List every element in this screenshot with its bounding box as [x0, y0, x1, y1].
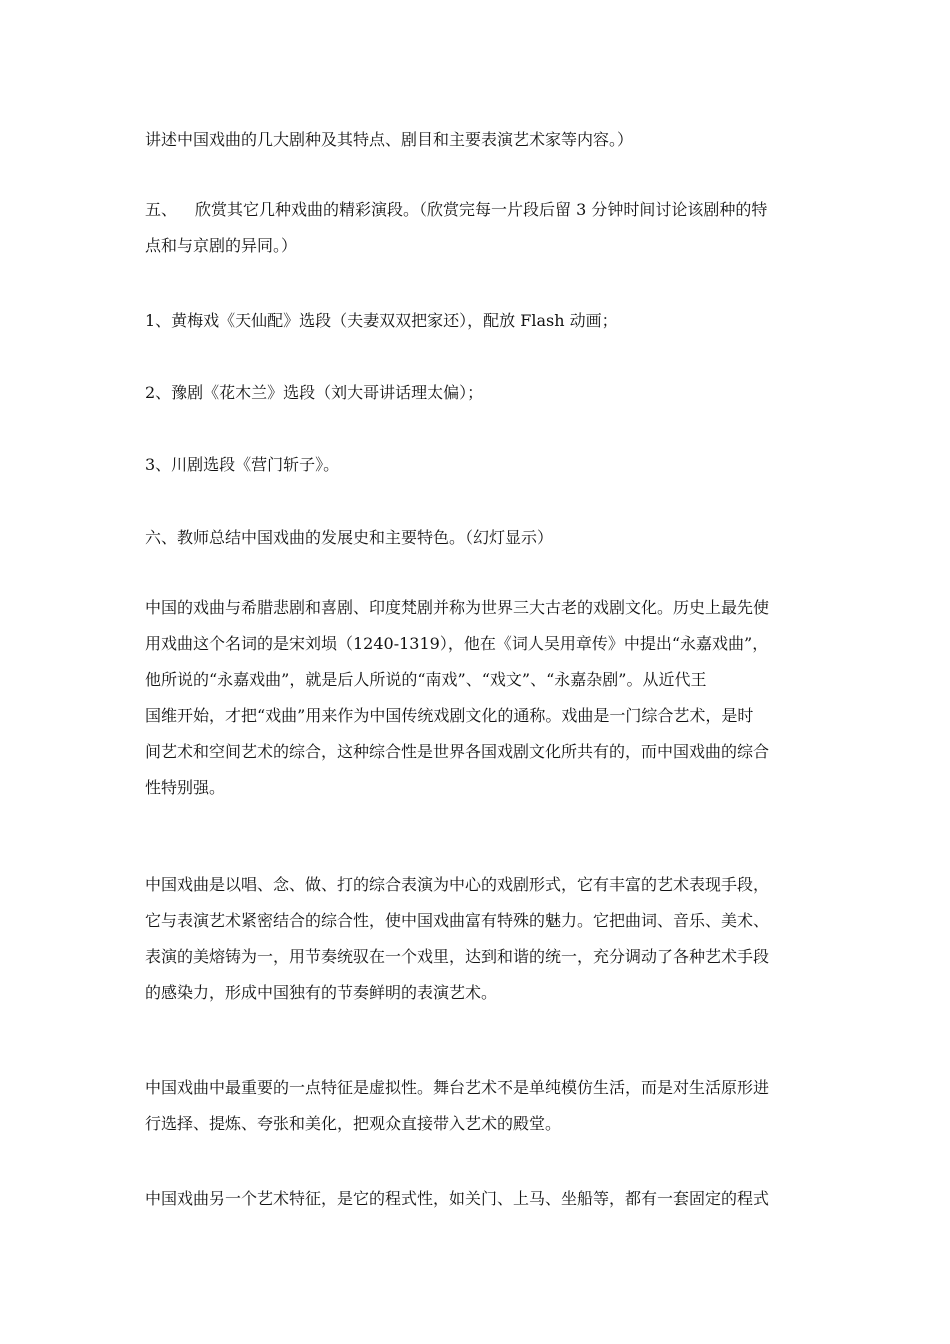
- text-line: 它与表演艺术紧密结合的综合性，使中国戏曲富有特殊的魅力。它把曲词、音乐、美术、: [145, 911, 770, 930]
- section-text: 欣赏其它几种戏曲的精彩演段。（欣赏完每一片段后留 3 分钟时间讨论该剧种的特: [195, 200, 768, 219]
- list-item-chuanju: 3、川剧选段《营门斩子》。: [145, 455, 340, 474]
- text-line: 间艺术和空间艺术的综合，这种综合性是世界各国戏剧文化所共有的，而中国戏曲的综合: [145, 742, 770, 761]
- paragraph-stylization: [145, 1181, 817, 1217]
- text-line: 用戏曲这个名词的是宋刘埙（1240-1319），他在《词人吴用章传》中提出“永嘉戏曲”，: [145, 634, 769, 653]
- text-line: 中国戏曲是以唱、念、做、打的综合表演为中心的戏剧形式，它有丰富的艺术表现手段，: [145, 875, 770, 894]
- text-line: 点和与京剧的异同。）: [145, 236, 298, 255]
- paragraph-performance: [145, 867, 817, 1011]
- list-item-yuju: 2、豫剧《花木兰》选段（刘大哥讲话理太偏）；: [145, 383, 484, 402]
- section-six-heading: 六、教师总结中国戏曲的发展史和主要特色。（幻灯显示）: [145, 528, 554, 547]
- text-line: 中国戏曲中最重要的一点特征是虚拟性。舞台艺术不是单纯模仿生活，而是对生活原形进: [145, 1078, 770, 1097]
- text-line: 行选择、提炼、夸张和美化，把观众直接带入艺术的殿堂。: [145, 1114, 562, 1133]
- text-line: 表演的美熔铸为一，用节奏统驭在一个戏里，达到和谐的统一，充分调动了各种艺术手段: [145, 947, 770, 966]
- section-five-heading: [145, 192, 817, 264]
- text-line: 他所说的“永嘉戏曲”，就是后人所说的“南戏”、“戏文”、“永嘉杂剧”。从近代王: [145, 670, 707, 689]
- text-line: 国维开始，才把“戏曲”用来作为中国传统戏剧文化的通称。戏曲是一门综合艺术，是时: [145, 706, 754, 725]
- list-item-huangmei: 1、黄梅戏《天仙配》选段（夫妻双双把家还），配放 Flash 动画；: [145, 311, 618, 330]
- paragraph-history: [145, 590, 817, 806]
- text-line: 的感染力，形成中国独有的节奏鲜明的表演艺术。: [145, 983, 498, 1002]
- text-line: 性特别强。: [145, 778, 226, 797]
- section-number: 五、: [145, 200, 178, 219]
- text-line: 讲述中国戏曲的几大剧种及其特点、剧目和主要表演艺术家等内容。）: [145, 130, 634, 149]
- paragraph-intro-continuation: [145, 122, 817, 158]
- text-line: 中国戏曲另一个艺术特征，是它的程式性，如关门、上马、坐船等，都有一套固定的程式: [145, 1189, 770, 1208]
- paragraph-virtuality: [145, 1070, 817, 1142]
- text-line: 中国的戏曲与希腊悲剧和喜剧、印度梵剧并称为世界三大古老的戏剧文化。历史上最先使: [145, 598, 770, 617]
